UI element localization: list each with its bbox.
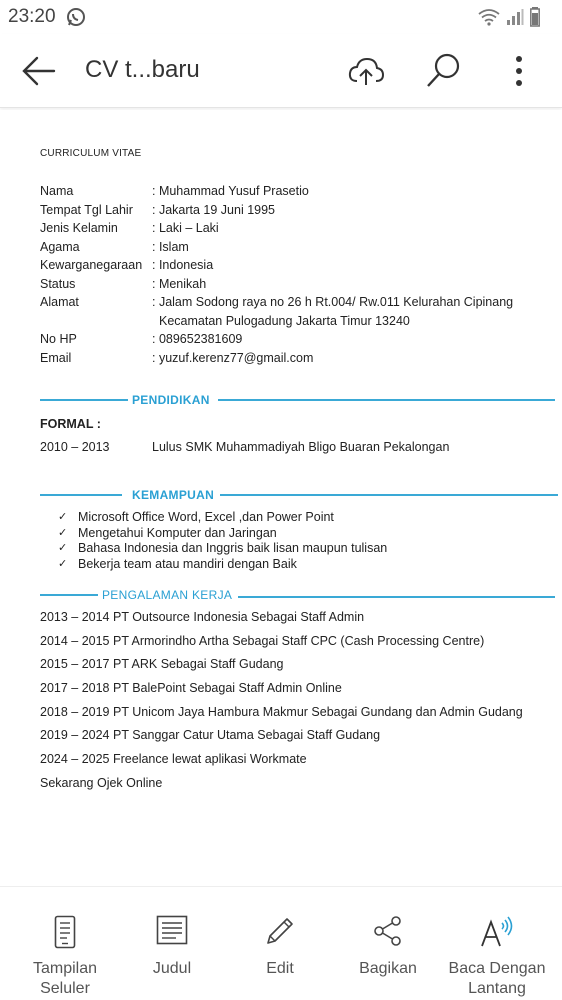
skill-text: Bekerja team atau mandiri dengan Baik xyxy=(78,556,297,571)
section-title: KEMAMPUAN xyxy=(132,488,215,502)
info-value: : 089652381609 xyxy=(152,332,243,346)
nav-label: Tampilan Seluler xyxy=(32,960,98,997)
info-label: Jenis Kelamin xyxy=(40,221,118,235)
info-label: Kewarganegaraan xyxy=(40,258,143,272)
list-item: 2024 – 2025 Freelance lewat aplikasi Workmate xyxy=(40,752,307,767)
bottom-toolbar xyxy=(0,886,562,1000)
pencil-icon xyxy=(264,915,296,947)
list-item xyxy=(58,526,387,542)
signal-icon xyxy=(506,8,524,26)
info-value: : Muhammad Yusuf Prasetio xyxy=(152,184,309,198)
back-arrow-icon[interactable] xyxy=(18,50,60,92)
divider-line xyxy=(40,494,122,496)
list-item: 2018 – 2019 PT Unicom Jaya Hambura Makmur Sebagai Gundang dan Admin Gudang xyxy=(40,704,523,719)
info-row xyxy=(40,349,560,368)
info-row xyxy=(40,182,560,201)
list-item: 2019 – 2024 PT Sanggar Catur Utama Sebagai Staff Gudang xyxy=(40,728,381,743)
share-button[interactable] xyxy=(332,887,444,1000)
edit-button[interactable] xyxy=(224,887,336,1000)
skill-text: Microsoft Office Word, Excel ,dan Power Point xyxy=(78,510,334,524)
education-years: 2010 – 2013 xyxy=(40,440,110,454)
skill-text: Mengetahui Komputer dan Jaringan xyxy=(78,525,277,540)
skill-text: Bahasa Indonesia dan Inggris baik lisan maupun tulisan xyxy=(78,541,388,555)
more-options-icon[interactable] xyxy=(504,51,534,91)
section-title: PENGALAMAN KERJA xyxy=(102,588,233,602)
list-item: 2017 – 2018 PT BalePoint Sebagai Staff Admin Online xyxy=(40,681,342,696)
info-value: : Jalam Sodong raya no 26 h Rt.004/ Rw.011 Kelurahan Cipinang xyxy=(152,295,514,309)
info-value: : yuzuf.kerenz77@gmail.com xyxy=(152,350,314,365)
section-header-pengalaman xyxy=(40,588,555,602)
section-header-kemampuan xyxy=(40,488,555,502)
battery-icon xyxy=(530,7,540,27)
wifi-icon xyxy=(478,8,500,26)
info-label: Tempat Tgl Lahir xyxy=(40,202,133,217)
divider-line xyxy=(238,596,555,598)
nav-label: Judul xyxy=(152,960,192,977)
info-row xyxy=(40,201,560,220)
info-row xyxy=(40,293,560,312)
divider-line xyxy=(40,399,128,401)
status-bar xyxy=(0,0,562,34)
info-value: : Jakarta 19 Juni 1995 xyxy=(152,202,275,217)
nav-label: Edit xyxy=(266,960,294,977)
section-header-pendidikan xyxy=(40,393,555,407)
whatsapp-icon xyxy=(66,7,86,27)
divider-line xyxy=(40,594,98,596)
status-time: 23:20 xyxy=(8,6,56,27)
info-value: : Islam xyxy=(152,239,189,254)
mobile-view-icon xyxy=(54,915,76,949)
app-bar xyxy=(0,34,562,108)
info-row xyxy=(40,219,560,238)
experience-list xyxy=(40,610,523,800)
status-indicators xyxy=(478,7,540,27)
info-value: : Menikah xyxy=(152,276,207,291)
info-row xyxy=(40,238,560,257)
info-label: Email xyxy=(40,350,72,365)
list-item xyxy=(58,557,387,573)
divider-line xyxy=(218,399,555,401)
read-aloud-button[interactable] xyxy=(441,887,553,1000)
education-row xyxy=(40,440,449,454)
info-row xyxy=(40,256,560,275)
cv-heading: CURRICULUM VITAE xyxy=(40,148,142,159)
info-value: : Indonesia xyxy=(152,258,214,272)
list-item: 2015 – 2017 PT ARK Sebagai Staff Gudang xyxy=(40,657,284,672)
checkmark-icon: ✓ xyxy=(58,557,68,570)
headings-icon xyxy=(156,915,188,945)
info-value: : Laki – Laki xyxy=(152,221,219,235)
nav-label: Baca Dengan Lantang xyxy=(448,960,546,997)
info-row xyxy=(40,275,560,294)
section-title: PENDIDIKAN xyxy=(132,393,210,407)
list-item: 2014 – 2015 PT Armorindho Artha Sebagai Staff CPC (Cash Processing Centre) xyxy=(40,633,485,648)
checkmark-icon: ✓ xyxy=(58,542,68,554)
info-label: Nama xyxy=(40,184,74,198)
list-item: Sekarang Ojek Online xyxy=(40,775,163,790)
info-label: Alamat xyxy=(40,295,79,309)
skills-list xyxy=(58,510,387,572)
document-title: CV t...baru xyxy=(85,56,200,83)
info-label: Status xyxy=(40,276,76,291)
nav-label: Bagikan xyxy=(359,960,417,977)
read-aloud-icon xyxy=(480,915,514,947)
divider-line xyxy=(220,494,558,496)
info-label: Agama xyxy=(40,239,80,254)
checkmark-icon: ✓ xyxy=(58,526,68,539)
address-continuation: Kecamatan Pulogadung Jakarta Timur 13240 xyxy=(159,313,410,328)
checkmark-icon: ✓ xyxy=(58,511,68,523)
cloud-upload-icon[interactable] xyxy=(346,51,386,91)
info-row xyxy=(40,330,560,349)
personal-info xyxy=(40,182,560,367)
headings-button[interactable] xyxy=(116,887,228,1000)
education-school: Lulus SMK Muhammadiyah Bligo Buaran Pekalongan xyxy=(152,440,450,454)
share-icon xyxy=(372,915,404,947)
search-icon[interactable] xyxy=(424,51,464,91)
list-item: 2013 – 2014 PT Outsource Indonesia Sebagai Staff Admin xyxy=(40,610,365,624)
list-item xyxy=(58,541,387,557)
document-page[interactable] xyxy=(0,110,562,885)
mobile-view-button[interactable] xyxy=(9,887,121,1000)
list-item xyxy=(58,510,387,526)
formal-label: FORMAL : xyxy=(40,417,101,431)
info-label: No HP xyxy=(40,332,77,346)
